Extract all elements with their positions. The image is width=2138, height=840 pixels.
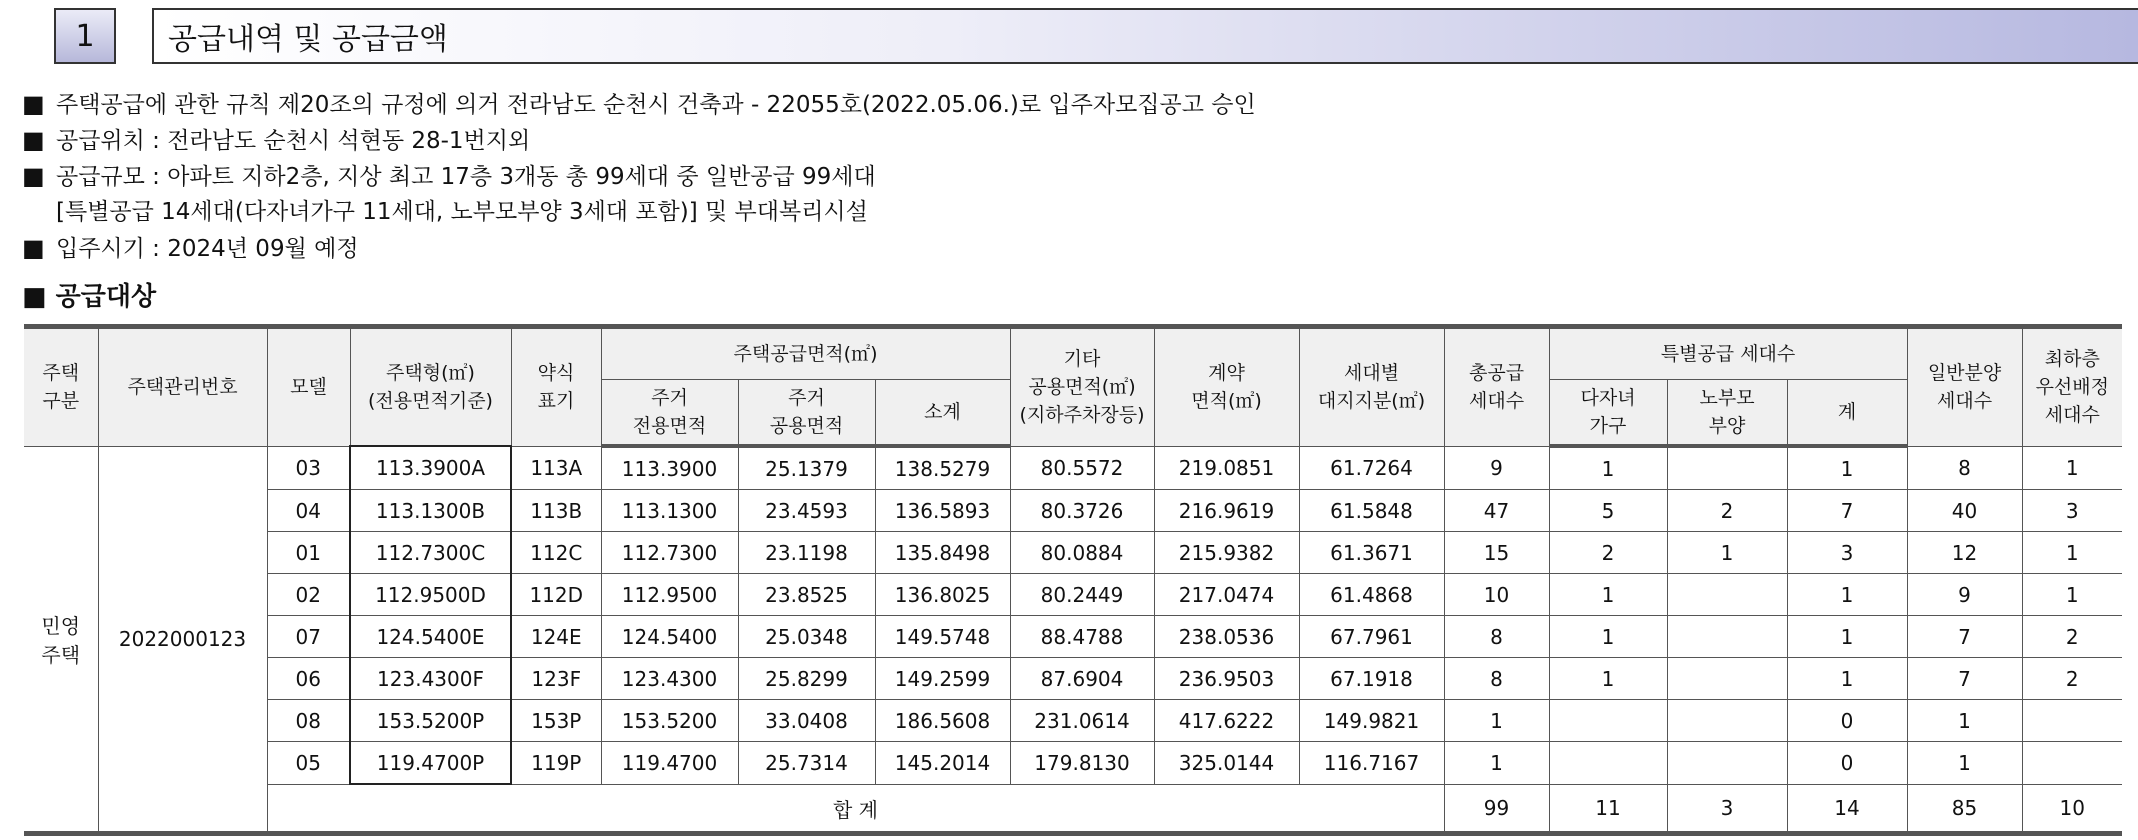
supply-overview-list [22,86,1256,266]
excl-area-cell: 113.3900 [601,446,738,490]
house-type-cell: 153.5200P [350,700,511,742]
total-units-cell: 10 [1444,574,1549,616]
mgmt-number-cell [98,446,267,834]
multi-child-cell: 1 [1549,574,1667,616]
col-header-elderly-parent [1667,380,1787,447]
total-units-cell: 1 [1444,742,1549,785]
col-header-contract-area [1154,327,1299,447]
contract-area-cell: 219.0851 [1154,446,1299,490]
model-cell: 08 [267,700,350,742]
special-sum-cell: 14 [1787,784,1907,834]
bullet-text: 공급위치 : 전라남도 순천시 석현동 28-1번지외 [56,128,531,154]
excl-area-cell: 153.5200 [601,700,738,742]
lowest-floor-cell: 3 [2022,490,2122,532]
special-sum-cell: 3 [1787,532,1907,574]
common-area-cell: 25.7314 [738,742,875,785]
bullet-text: 주택공급에 관한 규칙 제20조의 규정에 의거 전라남도 순천시 건축과 - 22055호(2022.05.06.)로 입주자모집공고 승인 [56,92,1256,118]
special-sum-cell: 1 [1787,446,1907,490]
table-row [24,616,2122,658]
col-header-excl-area [601,380,738,447]
subtotal-cell: 145.2014 [875,742,1010,785]
other-common-cell: 80.5572 [1010,446,1154,490]
total-units-cell: 99 [1444,784,1549,834]
multi-child-cell: 1 [1549,658,1667,700]
land-share-cell: 116.7167 [1299,742,1444,785]
square-bullet-icon: ■ [22,282,47,312]
cell-text: 민영 주택 [41,613,81,667]
square-bullet-icon: ■ [22,126,45,154]
multi-child-cell [1549,742,1667,785]
land-share-cell: 61.7264 [1299,446,1444,490]
abbr-cell: 112C [511,532,601,574]
special-sum-cell: 0 [1787,742,1907,785]
total-units-cell: 8 [1444,658,1549,700]
subtotal-cell: 136.8025 [875,574,1010,616]
lowest-floor-cell: 1 [2022,532,2122,574]
header-text: 주거 공용면적 [769,387,844,437]
elderly-parent-cell [1667,446,1787,490]
multi-child-cell: 5 [1549,490,1667,532]
abbr-cell: 113B [511,490,601,532]
lowest-floor-cell: 2 [2022,616,2122,658]
common-area-cell: 33.0408 [738,700,875,742]
list-item [22,86,1256,122]
table-total-row [24,784,2122,834]
list-item [22,158,1256,194]
house-type-cell: 113.3900A [350,446,511,490]
other-common-cell: 80.3726 [1010,490,1154,532]
house-type-cell: 123.4300F [350,658,511,700]
house-type-cell: 124.5400E [350,616,511,658]
header-text: 노부모 부양 [1699,387,1755,437]
contract-area-cell: 217.0474 [1154,574,1299,616]
section-number: 1 [54,8,116,64]
general-units-cell: 7 [1907,616,2022,658]
total-label-cell: 합 계 [267,784,1444,834]
land-share-cell: 149.9821 [1299,700,1444,742]
table-row [24,532,2122,574]
header-text: 주택 구분 [42,362,80,413]
excl-area-cell: 119.4700 [601,742,738,785]
header-text: 주거 전용면적 [632,387,707,437]
multi-child-cell [1549,700,1667,742]
col-header-land-share [1299,327,1444,447]
list-item-continuation: [특별공급 14세대(다자녀가구 11세대, 노부모부양 3세대 포함)] 및 부대복리시설 [56,199,868,225]
lowest-floor-cell: 1 [2022,446,2122,490]
header-text: 소계 [924,401,961,423]
table-row [24,446,2122,490]
abbr-cell: 112D [511,574,601,616]
header-text: 총공급 세대수 [1468,362,1525,413]
subtotal-cell: 186.5608 [875,700,1010,742]
common-area-cell: 23.1198 [738,532,875,574]
lowest-floor-cell: 1 [2022,574,2122,616]
land-share-cell: 61.3671 [1299,532,1444,574]
model-cell: 02 [267,574,350,616]
general-units-cell: 12 [1907,532,2022,574]
general-units-cell: 9 [1907,574,2022,616]
general-units-cell: 85 [1907,784,2022,834]
header-text: 주택관리번호 [127,376,238,399]
header-text: 주택공급면적(㎡) [733,343,878,365]
col-header-abbr [511,327,601,447]
total-units-cell: 47 [1444,490,1549,532]
list-item [22,122,1256,158]
lowest-floor-cell: 2 [2022,658,2122,700]
land-share-cell: 67.1918 [1299,658,1444,700]
col-header-general-units [1907,327,2022,447]
header-text: 다자녀 가구 [1580,387,1636,437]
contract-area-cell: 238.0536 [1154,616,1299,658]
special-sum-cell: 7 [1787,490,1907,532]
special-sum-cell: 1 [1787,658,1907,700]
common-area-cell: 23.8525 [738,574,875,616]
abbr-cell: 153P [511,700,601,742]
excl-area-cell: 113.1300 [601,490,738,532]
house-type-cell: 113.1300B [350,490,511,532]
col-header-common-area [738,380,875,447]
header-text: 기타 공용면적(㎡) (지하주차장등) [1019,348,1145,427]
bullet-text: 공급규모 : 아파트 지하2층, 지상 최고 17층 3개동 총 99세대 중 일반공급 99세대 [56,164,876,190]
table-row [24,700,2122,742]
other-common-cell: 80.0884 [1010,532,1154,574]
header-text: 약식 표기 [537,362,575,413]
col-header-other-common [1010,327,1154,447]
table-row [24,490,2122,532]
cell-text: 2022000123 [118,626,247,651]
general-units-cell: 7 [1907,658,2022,700]
general-units-cell: 1 [1907,742,2022,785]
subtotal-cell: 149.2599 [875,658,1010,700]
elderly-parent-cell [1667,616,1787,658]
col-header-special-sum [1787,380,1907,447]
elderly-parent-cell [1667,658,1787,700]
header-text: 계약 면적(㎡) [1191,362,1262,413]
list-item [22,230,1256,266]
excl-area-cell: 112.9500 [601,574,738,616]
other-common-cell: 87.6904 [1010,658,1154,700]
house-type-cell: 119.4700P [350,742,511,785]
header-text: 계 [1837,401,1857,423]
table-row [24,574,2122,616]
abbr-cell: 124E [511,616,601,658]
col-header-model [267,327,350,447]
special-sum-cell: 1 [1787,574,1907,616]
elderly-parent-cell: 3 [1667,784,1787,834]
other-common-cell: 231.0614 [1010,700,1154,742]
total-units-cell: 1 [1444,700,1549,742]
total-units-cell: 8 [1444,616,1549,658]
house-group-cell [24,446,98,834]
special-sum-cell: 0 [1787,700,1907,742]
header-text: 최하층 우선배정 세대수 [2035,348,2109,427]
contract-area-cell: 236.9503 [1154,658,1299,700]
col-header-special-units [1549,327,1907,380]
table-row [24,742,2122,785]
subtotal-cell: 149.5748 [875,616,1010,658]
general-units-cell: 8 [1907,446,2022,490]
header-text: 주택형(㎡) (전용면적기준) [368,362,493,412]
common-area-cell: 23.4593 [738,490,875,532]
land-share-cell: 67.7961 [1299,616,1444,658]
multi-child-cell: 2 [1549,532,1667,574]
abbr-cell: 123F [511,658,601,700]
lowest-floor-cell [2022,700,2122,742]
total-units-cell: 15 [1444,532,1549,574]
elderly-parent-cell: 2 [1667,490,1787,532]
subtotal-cell: 135.8498 [875,532,1010,574]
model-cell: 03 [267,446,350,490]
contract-area-cell: 215.9382 [1154,532,1299,574]
square-bullet-icon: ■ [22,234,45,262]
model-cell: 01 [267,532,350,574]
subheading-text: 공급대상 [55,282,157,312]
col-header-mgmt-no [98,327,267,447]
subheading [22,276,156,313]
common-area-cell: 25.1379 [738,446,875,490]
col-header-total-units [1444,327,1549,447]
general-units-cell: 40 [1907,490,2022,532]
elderly-parent-cell: 1 [1667,532,1787,574]
excl-area-cell: 112.7300 [601,532,738,574]
col-header-supply-area [601,327,1010,380]
common-area-cell: 25.8299 [738,658,875,700]
excl-area-cell: 124.5400 [601,616,738,658]
model-cell: 05 [267,742,350,785]
header-text: 일반분양 세대수 [1927,362,2002,413]
contract-area-cell: 216.9619 [1154,490,1299,532]
total-units-cell: 9 [1444,446,1549,490]
contract-area-cell: 325.0144 [1154,742,1299,785]
lowest-floor-cell: 10 [2022,784,2122,834]
subtotal-cell: 136.5893 [875,490,1010,532]
other-common-cell: 88.4788 [1010,616,1154,658]
model-cell: 07 [267,616,350,658]
supply-table [24,324,2122,836]
contract-area-cell: 417.6222 [1154,700,1299,742]
other-common-cell: 80.2449 [1010,574,1154,616]
lowest-floor-cell [2022,742,2122,785]
multi-child-cell: 1 [1549,446,1667,490]
land-share-cell: 61.4868 [1299,574,1444,616]
col-header-house-group [24,327,98,447]
excl-area-cell: 123.4300 [601,658,738,700]
section-title: 공급내역 및 공급금액 [152,8,2138,64]
header-text: 특별공급 세대수 [1660,343,1796,365]
header-text: 세대별 대지지분(㎡) [1317,362,1426,413]
elderly-parent-cell [1667,574,1787,616]
square-bullet-icon: ■ [22,162,45,190]
col-header-multi-child [1549,380,1667,447]
elderly-parent-cell [1667,700,1787,742]
house-type-cell: 112.7300C [350,532,511,574]
special-sum-cell: 1 [1787,616,1907,658]
col-header-subtotal [875,380,1010,447]
square-bullet-icon: ■ [22,90,45,118]
other-common-cell: 179.8130 [1010,742,1154,785]
abbr-cell: 119P [511,742,601,785]
common-area-cell: 25.0348 [738,616,875,658]
subtotal-cell: 138.5279 [875,446,1010,490]
header-text: 모델 [290,376,327,399]
col-header-house-type [350,327,511,447]
model-cell: 04 [267,490,350,532]
table-row [24,658,2122,700]
col-header-lowest-floor [2022,327,2122,447]
bullet-text: 입주시기 : 2024년 09월 예정 [56,236,359,262]
house-type-cell: 112.9500D [350,574,511,616]
elderly-parent-cell [1667,742,1787,785]
general-units-cell: 1 [1907,700,2022,742]
multi-child-cell: 11 [1549,784,1667,834]
model-cell: 06 [267,658,350,700]
multi-child-cell: 1 [1549,616,1667,658]
land-share-cell: 61.5848 [1299,490,1444,532]
abbr-cell: 113A [511,446,601,490]
